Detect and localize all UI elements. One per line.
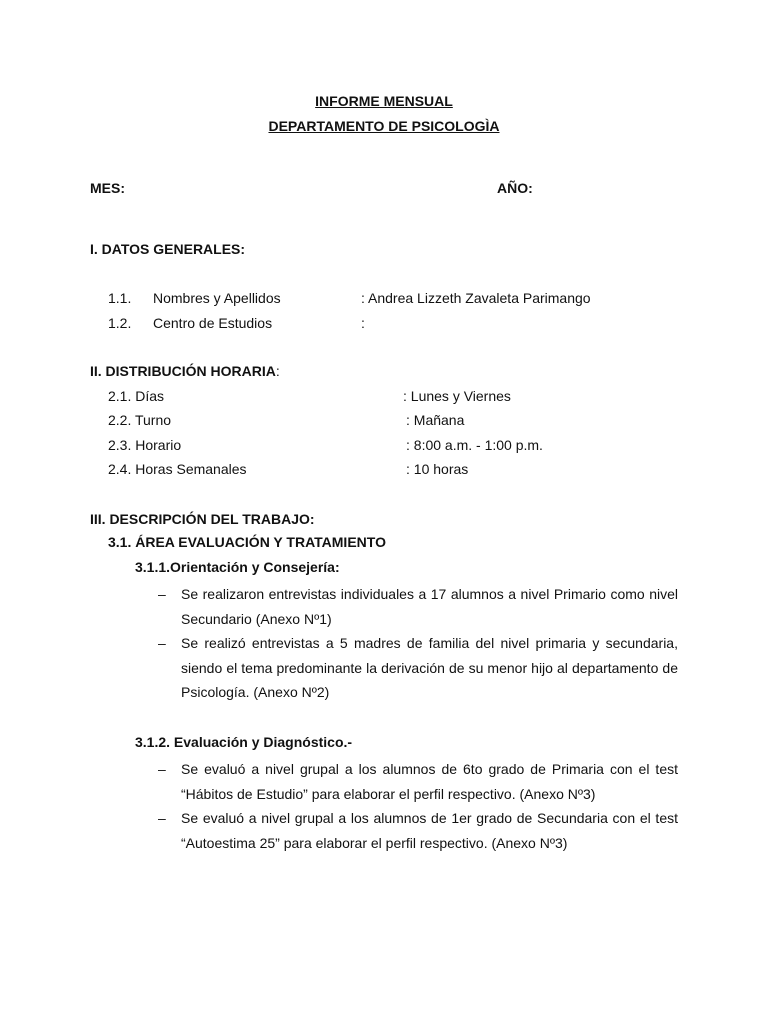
subsection-heading-area: 3.1. ÁREA EVALUACIÓN Y TRATAMIENTO [108,534,386,550]
year-label: AÑO: [497,180,533,196]
bullet-dash: – [158,761,166,777]
item-number: 1.2. [108,315,132,331]
item-value: : Andrea Lizzeth Zavaleta Parimango [361,290,591,306]
schedule-label: 2.4. Horas Semanales [108,461,247,477]
bullet-dash: – [158,586,166,602]
schedule-label: 2.2. Turno [108,412,172,428]
bullet-dash: – [158,635,166,651]
item-label: Nombres y Apellidos [153,290,281,306]
item-number: 1.1. [108,290,132,306]
report-title: INFORME MENSUAL [315,93,453,109]
bullet-text: Se realizó entrevistas a 5 madres de familia del nivel primaria y secundaria, siendo el tema predominante la derivación de su menor hijo al departamento de Psicología. (Anexo Nº2) [181,635,678,700]
department-title: DEPARTAMENTO DE PSICOLOGÌA [268,118,500,134]
schedule-value: : Mañana [406,412,465,428]
section-heading-descripcion-trabajo: III. DESCRIPCIÓN DEL TRABAJO: [90,511,315,527]
section-heading-datos-generales: I. DATOS GENERALES: [90,241,246,257]
schedule-value: : Lunes y Viernes [403,388,511,404]
bullet-dash: – [158,810,166,826]
schedule-value: : 10 horas [406,461,469,477]
bullet-text: Se realizaron entrevistas individuales a 17 alumnos a nivel Primario como nivel Secundario (Anexo Nº1) [181,586,678,627]
schedule-label: 2.3. Horario [108,437,182,453]
schedule-label: 2.1. Días [108,388,165,404]
item-value: : [361,315,365,331]
section-heading-suffix: : [275,363,280,379]
bullet-text: Se evaluó a nivel grupal a los alumnos de 6to grado de Primaria con el test “Hábitos de Estudio” para elaborar el perfil respectivo. (Anexo Nº3) [181,761,678,802]
section-heading-distribucion-horaria [90,362,280,380]
section-heading-text: II. DISTRIBUCIÓN HORARIA [90,363,276,379]
item-label: Centro de Estudios [153,315,273,331]
month-label: MES: [90,180,125,196]
subsection-heading-evaluacion: 3.1.2. Evaluación y Diagnóstico.- [135,734,353,750]
schedule-value: : 8:00 a.m. - 1:00 p.m. [406,437,543,453]
subsection-heading-orientacion: 3.1.1.Orientación y Consejería: [135,559,340,575]
bullet-text: Se evaluó a nivel grupal a los alumnos de 1er grado de Secundaria con el test “Autoestima 25” para elaborar el perfil respectivo. (Anexo Nº3) [181,810,678,851]
